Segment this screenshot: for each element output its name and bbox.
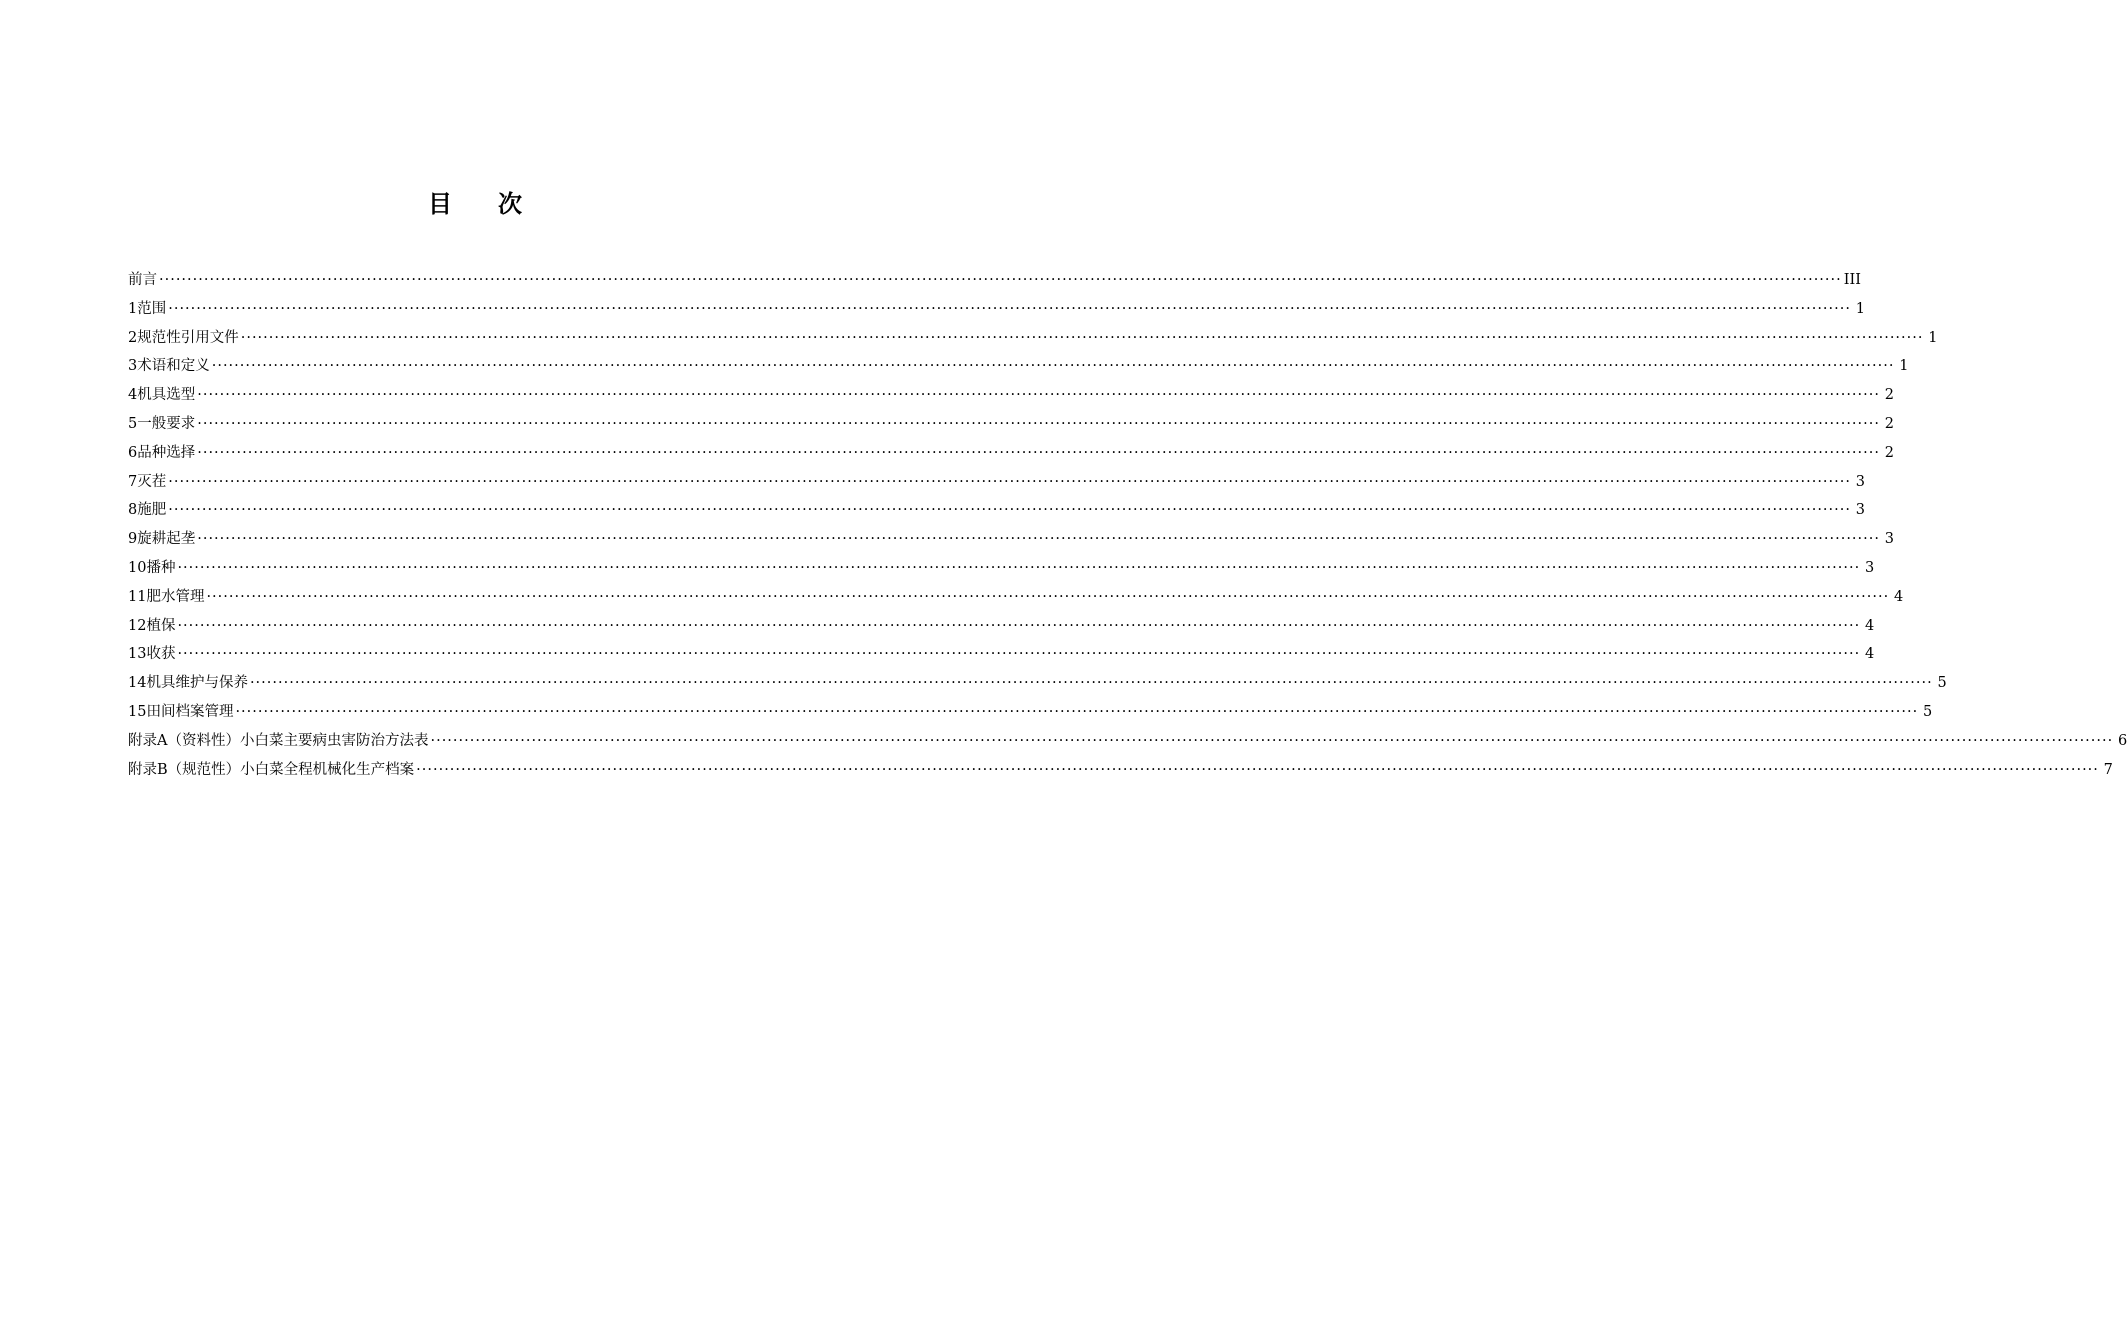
toc-dot-leader: ············································································································································································································································································································ (249, 675, 1933, 692)
toc-entry-label: 植保 (146, 617, 176, 634)
title-char-1: 目 (428, 190, 452, 218)
toc-entry-label: 品种选择 (137, 444, 196, 461)
page-title (0, 186, 950, 222)
toc-entry-number: 附录B（规范性） (128, 761, 241, 778)
toc-dot-leader: ············································································································································································································································································································ (159, 272, 1842, 288)
toc-dot-leader: ············································································································································································································································································································ (235, 703, 1919, 720)
toc-dot-leader: ············································································································································································································································································································ (197, 531, 1880, 548)
toc-entry-page: 4 (1864, 617, 1875, 634)
toc-dot-leader: ············································································································································································································································································································ (168, 473, 1851, 490)
toc-entry[interactable] (128, 698, 1933, 727)
toc-entry-number: 4 (128, 387, 138, 404)
toc-entry-number: 3 (128, 358, 138, 375)
toc-dot-leader: ············································································································································································································································································································ (197, 444, 1880, 461)
toc-entry-page: 4 (1864, 646, 1875, 663)
toc-entry-number: 14 (128, 675, 147, 692)
toc-entry[interactable] (128, 554, 1875, 583)
toc-entry-page: 3 (1855, 502, 1865, 519)
toc-entry-number: 11 (128, 588, 147, 605)
toc-entry-label: 前言 (128, 272, 157, 288)
toc-entry[interactable] (128, 295, 1865, 324)
toc-entry-label: 小白菜主要病虫害防治方法表 (239, 732, 429, 749)
toc-entry[interactable] (128, 266, 1861, 295)
toc-entry-number: 1 (128, 300, 138, 317)
toc-entry-number: 15 (128, 703, 147, 720)
toc-dot-leader: ············································································································································································································································································································ (240, 329, 1924, 346)
toc-entry-page: 6 (2118, 732, 2127, 749)
toc-entry-label: 范围 (137, 300, 167, 317)
toc-entry-number: 5 (128, 415, 138, 432)
toc-entry-label: 规范性引用文件 (137, 329, 239, 346)
toc-entry-page: 7 (2103, 761, 2113, 778)
toc-entry[interactable] (128, 583, 1904, 612)
toc-entry[interactable] (128, 352, 1909, 381)
toc-entry-page: 1 (1855, 300, 1865, 317)
toc-entry-page: III (1843, 272, 1861, 288)
toc-entry[interactable] (128, 496, 1865, 525)
toc-dot-leader: ············································································································································································································································································································ (177, 559, 1861, 576)
toc-entry-label: 一般要求 (137, 415, 196, 432)
toc-entry-number: 8 (128, 502, 138, 519)
toc-entry[interactable] (128, 324, 1938, 353)
toc-dot-leader: ············································································································································································································································································································ (197, 387, 1880, 404)
toc-entry[interactable] (128, 468, 1865, 497)
toc-entry-number: 7 (128, 473, 138, 490)
toc-entry[interactable] (128, 439, 1894, 468)
toc-entry-number: 2 (128, 329, 138, 346)
toc-entry-page: 1 (1928, 329, 1938, 346)
toc-entry-page: 3 (1855, 473, 1865, 490)
toc-entry-page: 2 (1884, 387, 1894, 404)
toc-entry-number: 6 (128, 444, 138, 461)
toc-entry-number: 附录A（资料性） (128, 732, 240, 749)
toc-entry-page: 5 (1922, 703, 1933, 720)
toc-entry-page: 4 (1893, 588, 1904, 605)
toc-entry[interactable] (128, 669, 1947, 698)
toc-entry-number: 13 (128, 646, 147, 663)
toc-dot-leader: ············································································································································································································································································································ (197, 415, 1880, 432)
toc-entry-number: 10 (128, 559, 147, 576)
toc-dot-leader: ············································································································································································································································································································ (168, 502, 1851, 519)
toc-entry[interactable] (128, 640, 1875, 669)
toc-entry-number: 9 (128, 531, 138, 548)
toc-entry[interactable] (128, 727, 2127, 756)
toc-entry-label: 施肥 (137, 502, 167, 519)
toc-entry-page: 1 (1899, 358, 1909, 375)
toc-entry-label: 播种 (146, 559, 176, 576)
toc-entry[interactable] (128, 525, 1894, 554)
toc-dot-leader: ············································································································································································································································································································ (206, 588, 1890, 605)
toc-entry[interactable] (128, 756, 2113, 785)
toc-entry[interactable] (128, 410, 1894, 439)
toc-entry-label: 术语和定义 (137, 358, 210, 375)
table-of-contents (128, 266, 2127, 784)
toc-dot-leader: ············································································································································································································································································································ (177, 646, 1861, 663)
toc-entry-page: 2 (1884, 444, 1894, 461)
toc-entry-label: 肥水管理 (146, 588, 205, 605)
toc-entry-number: 12 (128, 617, 147, 634)
toc-dot-leader: ············································································································································································································································································································ (430, 732, 2114, 749)
toc-entry-label: 田间档案管理 (146, 703, 234, 720)
toc-entry-page: 3 (1884, 531, 1894, 548)
toc-dot-leader: ············································································································································································································································································································ (416, 761, 2099, 778)
toc-entry-page: 2 (1884, 415, 1894, 432)
toc-entry-label: 旋耕起垄 (137, 531, 196, 548)
toc-entry-label: 机具维护与保养 (146, 675, 248, 692)
toc-dot-leader: ············································································································································································································································································································ (168, 300, 1851, 317)
toc-entry-label: 收获 (146, 646, 176, 663)
toc-entry-page: 3 (1864, 559, 1875, 576)
toc-entry-label: 灭茬 (137, 473, 167, 490)
toc-dot-leader: ············································································································································································································································································································ (177, 617, 1861, 634)
toc-entry[interactable] (128, 381, 1894, 410)
toc-entry-label: 机具选型 (137, 387, 196, 404)
toc-dot-leader: ············································································································································································································································································································ (211, 358, 1895, 375)
title-char-2: 次 (498, 190, 522, 218)
toc-entry-label: 小白菜全程机械化生产档案 (240, 761, 415, 778)
toc-entry[interactable] (128, 612, 1875, 641)
toc-entry-page: 5 (1937, 675, 1947, 692)
